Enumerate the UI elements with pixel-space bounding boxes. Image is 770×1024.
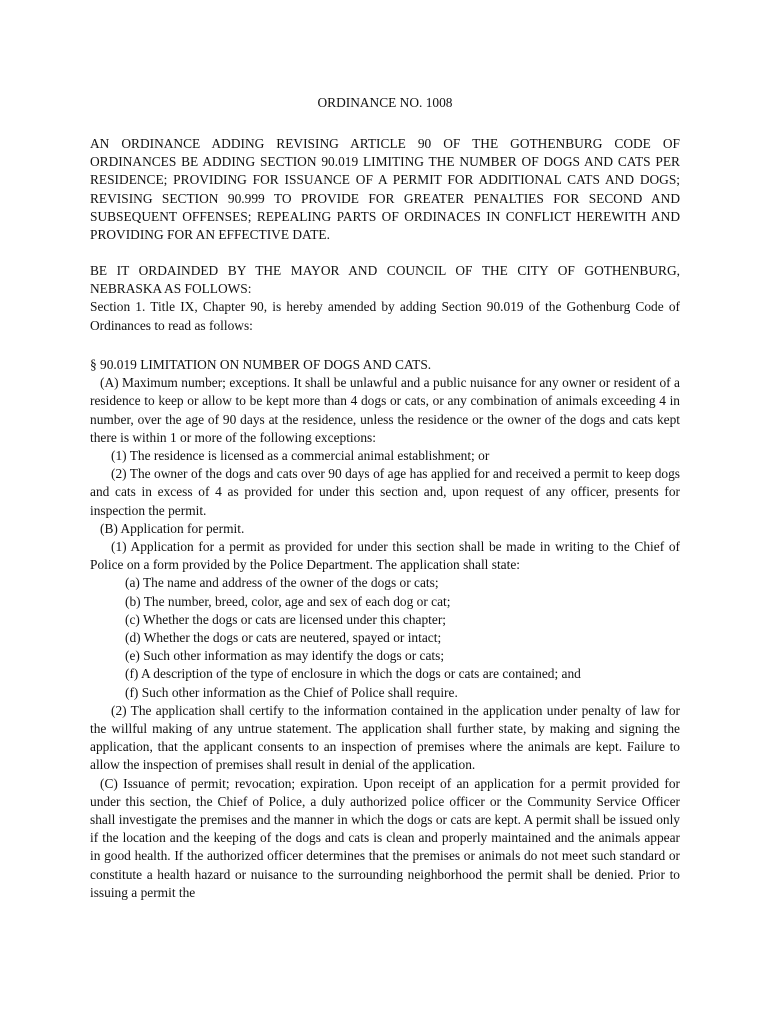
list-item: (e) Such other information as may identify the dogs or cats; — [125, 648, 445, 664]
list-item: (d) Whether the dogs or cats are neutered, spayed or intact; — [125, 630, 442, 646]
list-item: (b) The number, breed, color, age and sex of each dog or cat; — [125, 593, 451, 609]
enacting-clause: BE IT ORDAINDED BY THE MAYOR AND COUNCIL OF THE CITY OF GOTHENBURG, NEBRASKA AS FOLLOWS: — [90, 263, 680, 297]
section-body — [90, 356, 680, 902]
paragraph-c: (C) Issuance of permit; revocation; expiration. Upon receipt of an application for a permit provided for under this section, the Chief of Police, a duly authorized police officer or the Community Service Officer shall investigate the premises and the manner in which the dogs or cats are kept. A permit shall be issued only if the location and the keeping of the dogs and cats is clean and properly maintained and the animals appear in good health. If the authorized officer determines that the premises or animals do not meet such standard or constitute a health hazard or nuisance to the surrounding neighborhood the permit shall be denied. Prior to issuing a permit the — [90, 775, 680, 900]
section-heading: § 90.019 LIMITATION ON NUMBER OF DOGS AND CATS. — [90, 357, 432, 372]
list-item: (f) A description of the type of enclosure in which the dogs or cats are contained; and — [125, 666, 581, 682]
paragraph-b-1: (1) Application for a permit as provided for under this section shall be made in writing to the Chief of Police on a form provided by the Police Department. The application shall state: — [90, 539, 680, 573]
enacting-block — [90, 262, 680, 335]
ordinance-title: ORDINANCE NO. 1008 — [317, 95, 453, 110]
paragraph-b-2: (2) The application shall certify to the information contained in the application under penalty of law for the willful making of any untrue statement. The application shall further state, by making and signing the application, that the applicant consents to an inspection of premises where the animals are kept. Failure to allow the inspection of premises shall result in denial of the application. — [90, 702, 680, 773]
section-1-text: Section 1. Title IX, Chapter 90, is hereby amended by adding Section 90.019 of the Gothenburg Code of Ordinances to read as follows: — [90, 299, 680, 333]
list-item: (c) Whether the dogs or cats are licensed under this chapter; — [125, 611, 446, 627]
paragraph-a-2: (2) The owner of the dogs and cats over 90 days of age has applied for and received a permit to keep dogs and cats in excess of 4 as provided for under this section and, upon request of any officer, presents for inspection the permit. — [90, 466, 680, 518]
paragraph-a: (A) Maximum number; exceptions. It shall be unlawful and a public nuisance for any owner or resident of a residence to keep or allow to be kept more than 4 dogs or cats, or any combination of animals exceeding 4 in number, over the age of 90 days at the residence, unless the residence or the owner of the dogs and cats kept there is within 1 or more of the following exceptions: — [90, 375, 680, 445]
paragraph-b: (B) Application for permit. — [100, 520, 245, 536]
list-item: (f) Such other information as the Chief of Police shall require. — [125, 684, 458, 700]
ordinance-preamble: AN ORDINANCE ADDING REVISING ARTICLE 90 OF THE GOTHENBURG CODE OF ORDINANCES BE ADDING SECTION 90.019 LIMITING THE NUMBER OF DOGS AND CATS PER RESIDENCE; PROVIDING FOR ISSUANCE OF A PERMIT FOR ADDITIONAL CATS AND DOGS; REVISING SECTION 90.999 TO PROVIDE FOR GREATER PENALTIES FOR SECOND AND SUBSEQUENT OFFENSES; REPEALING PARTS OF ORDINACES IN CONFLICT HEREWITH AND PROVIDING FOR AN EFFECTIVE DATE. — [90, 136, 680, 243]
paragraph-a-1: (1) The residence is licensed as a commercial animal establishment; or — [111, 448, 490, 464]
list-item: (a) The name and address of the owner of the dogs or cats; — [125, 575, 439, 591]
